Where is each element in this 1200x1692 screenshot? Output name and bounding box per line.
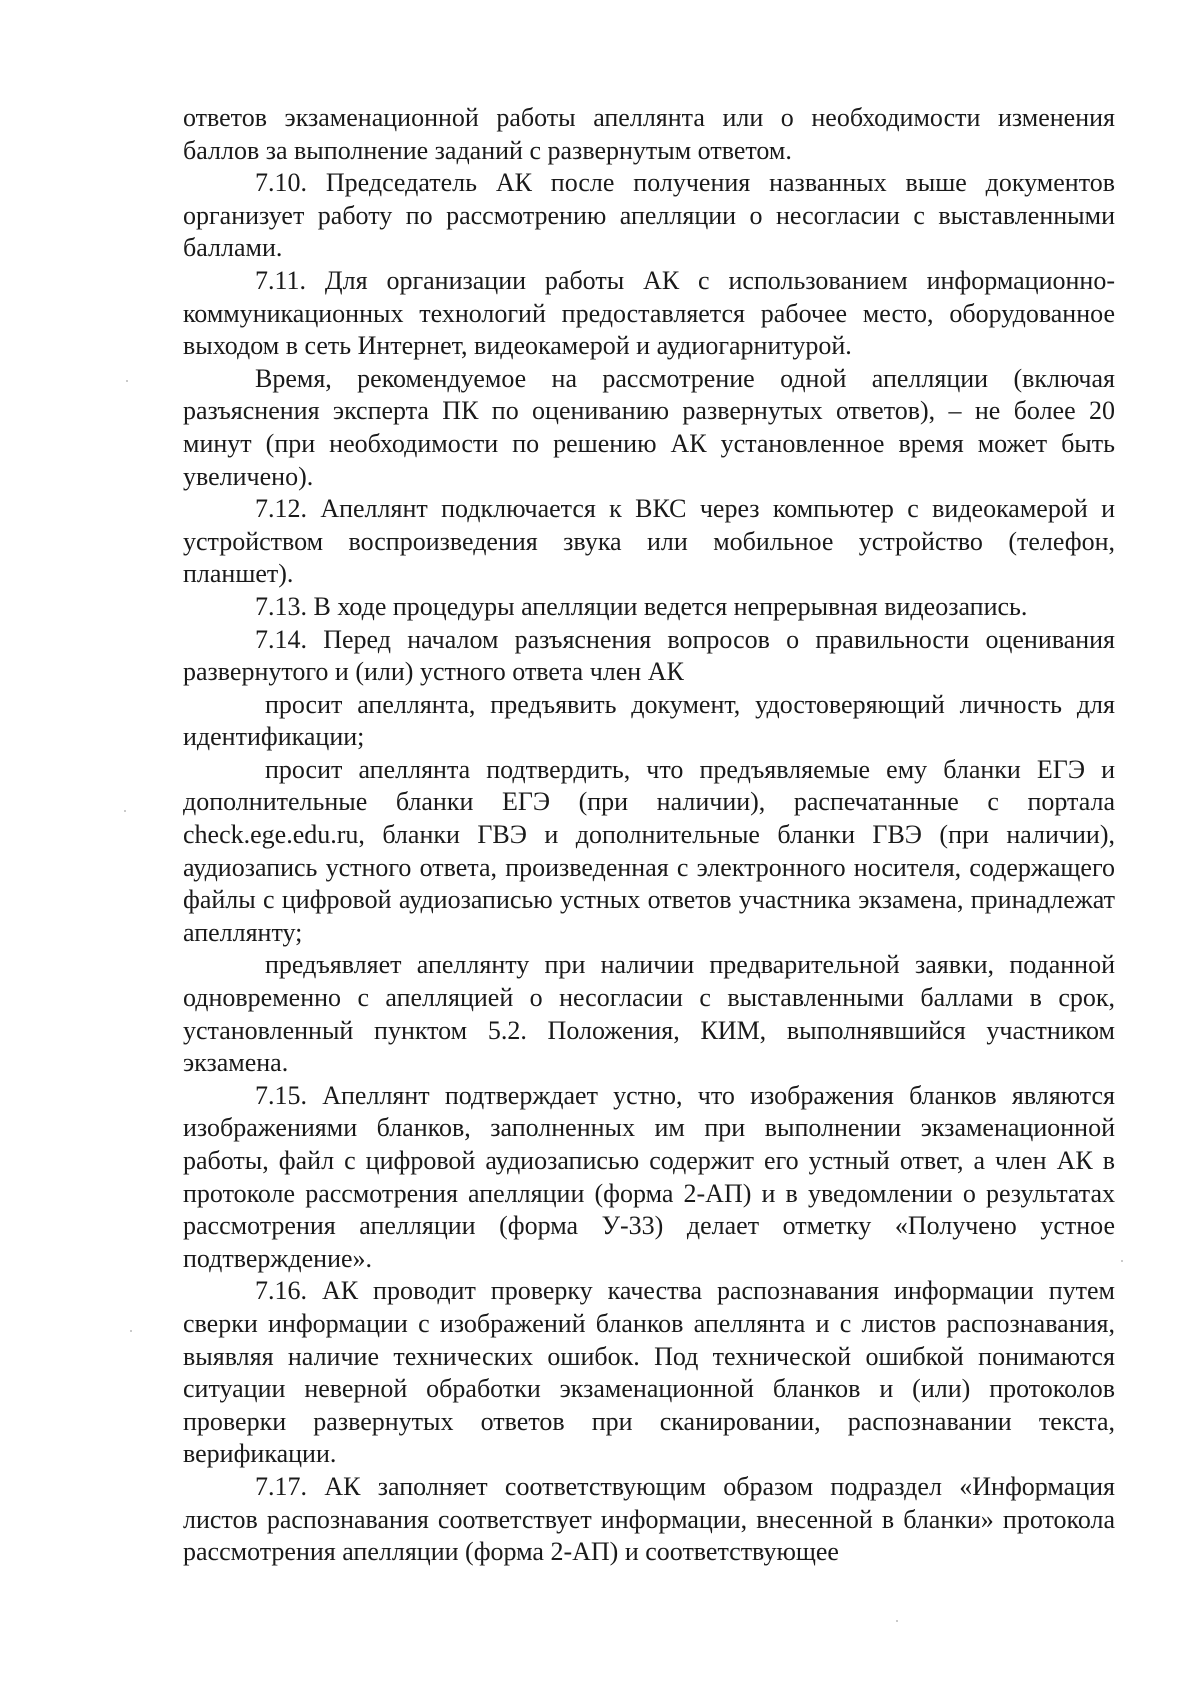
- document-body: [183, 102, 1115, 1569]
- paragraph-7-16: 7.16. АК проводит проверку качества распознавания информации путем сверки информации с изображений бланков апеллянта и с листов распознавания, выявляя наличие технических ошибок. Под технической ошибкой понимаются ситуации неверной обработки экзаменационной бланков и (или) протоколов проверки развернутых ответов при сканировании, распознавании текста, верификации.: [183, 1276, 1115, 1469]
- paragraph-kim-presentation: предъявляет апеллянту при наличии предварительной заявки, поданной одновременно с апелляцией о несогласии с выставленными баллами в срок, установленный пунктом 5.2. Положения, КИМ, выполнявшийся участником экзамена.: [183, 950, 1115, 1078]
- paragraph-7-11: 7.11. Для организации работы АК с использованием информационно-коммуникационных технологий предоставляется рабочее место, оборудованное выходом в сеть Интернет, видеокамерой и аудиогарнитурой.: [183, 265, 1115, 361]
- paragraph-7-17: 7.17. АК заполняет соответствующим образом подраздел «Информация листов распознавания соответствует информации, внесенной в бланки» протокола рассмотрения апелляции (форма 2-АП) и соответствующее: [183, 1471, 1115, 1567]
- scan-speck: [1121, 1260, 1123, 1262]
- paragraph-forms-confirmation: просит апеллянта подтвердить, что предъявляемые ему бланки ЕГЭ и дополнительные бланки ЕГЭ (при наличии), распечатанные с портала check.ege.edu.ru, бланки ГВЭ и дополнительные бланки ГВЭ (при наличии), аудиозапись устного ответа, произведенная с электронного носителя, содержащего файлы с цифровой аудиозаписью устных ответов участника экзамена, принадлежат апеллянту;: [183, 754, 1115, 947]
- paragraph-7-13: 7.13. В ходе процедуры апелляции ведется непрерывная видеозапись.: [255, 591, 1028, 621]
- scan-speck: [130, 1330, 132, 1332]
- paragraph-continuation: ответов экзаменационной работы апеллянта или о необходимости изменения баллов за выполнение заданий с развернутым ответом.: [183, 103, 1115, 165]
- scan-speck: [896, 1620, 898, 1622]
- scan-speck: [126, 380, 128, 382]
- paragraph-7-12: 7.12. Апеллянт подключается к ВКС через компьютер с видеокамерой и устройством воспроизведения звука или мобильное устройство (телефон, планшет).: [183, 494, 1115, 589]
- paragraph-identity-check: просит апеллянта, предъявить документ, удостоверяющий личность для идентификации;: [183, 689, 1115, 752]
- paragraph-time-limit: Время, рекомендуемое на рассмотрение одной апелляции (включая разъяснения эксперта ПК по оцениванию развернутых ответов), – не более 20 минут (при необходимости по решению АК установленное время может быть увеличено).: [183, 363, 1115, 491]
- paragraph-7-14: 7.14. Перед началом разъяснения вопросов о правильности оценивания развернутого и (или) устного ответа член АК: [183, 624, 1115, 687]
- paragraph-7-10: 7.10. Председатель АК после получения названных выше документов организует работу по рассмотрению апелляции о несогласии с выставленными баллами.: [183, 168, 1115, 263]
- scan-speck: [124, 810, 126, 812]
- paragraph-7-15: 7.15. Апеллянт подтверждает устно, что изображения бланков являются изображениями бланков, заполненных им при выполнении экзаменационной работы, файл с цифровой аудиозаписью содержит его устный ответ, а член АК в протоколе рассмотрения апелляции (форма 2-АП) и в уведомлении о результатах рассмотрения апелляции (форма У-33) делает отметку «Получено устное подтверждение».: [183, 1080, 1115, 1273]
